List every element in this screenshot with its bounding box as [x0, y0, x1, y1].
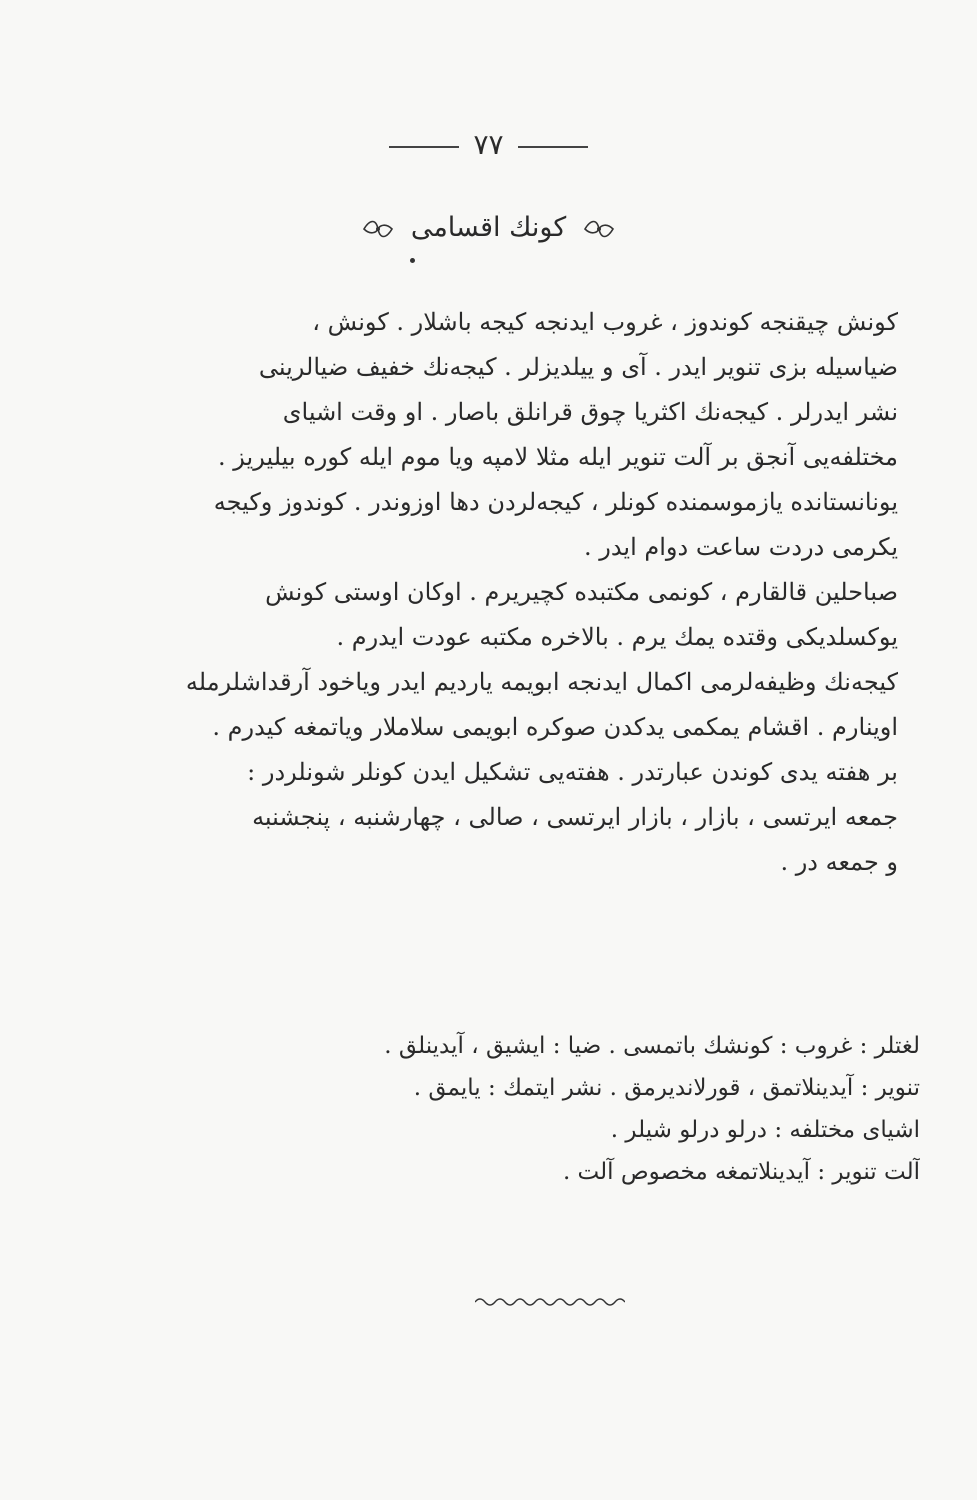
glossary [140, 1025, 920, 1193]
page-number-dash-right [518, 146, 588, 148]
text-line: یونانستانده یازموسمنده كونلر ، كیجه‌لردن دها اوزوندر . كوندوز وكیجه [213, 488, 898, 516]
page-number-text: ٧٧ [473, 128, 504, 161]
page-number [0, 128, 977, 161]
glossary-line: تنویر : آیدینلاتمق ، قورلاندیرمق . نشر ایتمك : یایمق . [413, 1075, 920, 1101]
page-number-dash-left [389, 146, 459, 148]
text-line: كونش چیقنجه كوندوز ، غروب ایدنجه كیجه باشلار . كونش ، [312, 308, 898, 336]
text-line: جمعه ایرتسی ، بازار ، بازار ایرتسی ، صالی ، چهارشنبه ، پنجشنبه [252, 803, 898, 831]
ornament-icon [362, 217, 394, 241]
text-line: بر هفته یدی كوندن عبارتدر . هفته‌یی تشكیل ایدن كونلر شونلردر : [247, 758, 898, 786]
section-heading [0, 212, 977, 243]
text-line: صباحلین قالقارم ، كونمی مكتبده كچیریرم . اوكان اوستی كونش [265, 578, 898, 606]
glossary-line: لغتلر : غروب : كونشك باتمسی . ضیا : ایشیق ، آیدینلق . [384, 1033, 920, 1059]
closing-wavy-rule [475, 1295, 625, 1309]
text-line: كیجه‌نك وظیفه‌لرمی اكمال ایدنجه ابویمه یاردیم ایدر ویاخود آرقداشلرمله [185, 668, 898, 696]
text-line: اوینارم . اقشام یمكمی یدكدن صوكره ابویمی سلاملار ویاتمغه كیدرم . [212, 713, 898, 741]
ornament-icon [583, 217, 615, 241]
text-line: ضیاسیله بزی تنویر ایدر . آی و ییلدیزلر . كیجه‌نك خفیف ضیالرینی [258, 353, 898, 381]
text-line: یكرمی دردت ساعت دوام ایدر . [583, 533, 898, 561]
body-text [108, 300, 898, 885]
glossary-line: آلت تنویر : آیدینلاتمغه مخصوص آلت . [562, 1159, 920, 1185]
text-line: نشر ایدرلر . كیجه‌نك اكثریا چوق قرانلق باصار . او وقت اشیای [282, 398, 898, 426]
text-line: مختلفه‌یی آنجق بر آلت تنویر ایله مثلا لامپه ویا موم ایله كوره بیلیریز . [218, 443, 898, 471]
heading-dot [410, 258, 415, 263]
section-heading-text: كونك اقسامی [410, 212, 567, 243]
text-line: و جمعه در . [780, 848, 898, 876]
glossary-line: اشیای مختلفه : درلو درلو شیلر . [610, 1117, 920, 1143]
text-line: یوكسلدیكی وقتده یمك یرم . بالاخره مكتبه عودت ایدرم . [336, 623, 898, 651]
